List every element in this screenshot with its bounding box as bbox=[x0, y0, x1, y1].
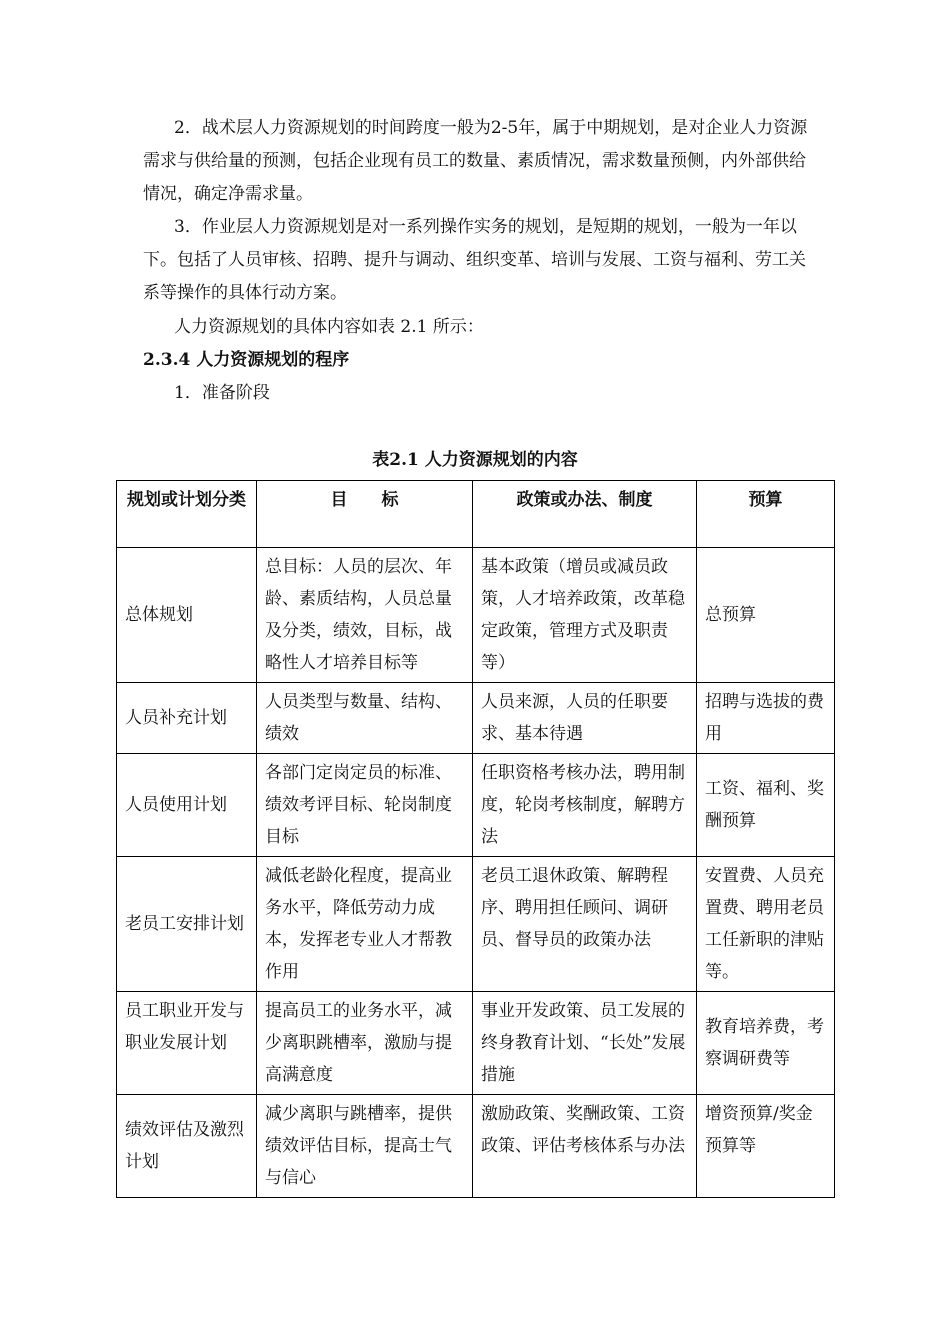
cell-policy: 人员来源，人员的任职要求、基本待遇 bbox=[473, 683, 697, 754]
table-row bbox=[117, 1095, 835, 1198]
paragraph-tactical-planning: 2．战术层人力资源规划的时间跨度一般为2-5年，属于中期规划，是对企业人力资源需求与供给量的预测，包括企业现有员工的数量、素质情况，需求数量预侧，内外部供给情况，确定净需求量。 bbox=[143, 118, 808, 204]
cell-budget: 增资预算/奖金预算等 bbox=[697, 1095, 835, 1198]
table-row bbox=[117, 548, 835, 683]
cell-goal: 提高员工的业务水平，减少离职跳槽率，激励与提高满意度 bbox=[257, 992, 473, 1095]
paragraph-step-one: 1．准备阶段 bbox=[174, 383, 270, 403]
cell-category: 员工职业开发与职业发展计划 bbox=[117, 992, 257, 1095]
header-policy: 政策或办法、制度 bbox=[473, 481, 697, 548]
table-row bbox=[117, 754, 835, 857]
planning-content-table bbox=[116, 480, 835, 1198]
cell-budget: 总预算 bbox=[697, 548, 835, 683]
cell-budget: 教育培养费，考察调研费等 bbox=[697, 992, 835, 1095]
cell-goal: 人员类型与数量、结构、绩效 bbox=[257, 683, 473, 754]
cell-budget: 招聘与选拔的费用 bbox=[697, 683, 835, 754]
table-row bbox=[117, 857, 835, 992]
cell-budget: 工资、福利、奖酬预算 bbox=[697, 754, 835, 857]
table-row bbox=[117, 992, 835, 1095]
paragraph-operational-planning: 3．作业层人力资源规划是对一系列操作实务的规划，是短期的规划，一般为一年以下。包括了人员审核、招聘、提升与调动、组织变革、培训与发展、工资与福利、劳工关系等操作的具体行动方案。 bbox=[143, 217, 806, 303]
cell-category: 人员补充计划 bbox=[117, 683, 257, 754]
header-budget: 预算 bbox=[697, 481, 835, 548]
cell-policy: 老员工退休政策、解聘程序、聘用担任顾问、调研员、督导员的政策办法 bbox=[473, 857, 697, 992]
cell-category: 人员使用计划 bbox=[117, 754, 257, 857]
cell-category: 总体规划 bbox=[117, 548, 257, 683]
table-header-row bbox=[117, 481, 835, 548]
cell-category: 老员工安排计划 bbox=[117, 857, 257, 992]
cell-goal: 各部门定岗定员的标准、绩效考评目标、轮岗制度目标 bbox=[257, 754, 473, 857]
cell-policy: 事业开发政策、员工发展的终身教育计划、“长处”发展措施 bbox=[473, 992, 697, 1095]
cell-policy: 激励政策、奖酬政策、工资政策、评估考核体系与办法 bbox=[473, 1095, 697, 1198]
cell-goal: 减低老龄化程度，提高业务水平，降低劳动力成本，发挥老专业人才帮教作用 bbox=[257, 857, 473, 992]
section-heading: 2.3.4 人力资源规划的程序 bbox=[143, 350, 350, 370]
table-row bbox=[117, 683, 835, 754]
cell-policy: 基本政策（增员或减员政策，人才培养政策，改革稳定政策，管理方式及职责等） bbox=[473, 548, 697, 683]
paragraph-table-intro: 人力资源规划的具体内容如表 2.1 所示： bbox=[174, 317, 484, 337]
cell-category: 绩效评估及激烈计划 bbox=[117, 1095, 257, 1198]
table-caption: 表2.1 人力资源规划的内容 bbox=[372, 450, 578, 470]
header-goal: 目 标 bbox=[257, 481, 473, 548]
cell-policy: 任职资格考核办法，聘用制度，轮岗考核制度，解聘方法 bbox=[473, 754, 697, 857]
cell-goal: 总目标：人员的层次、年龄、素质结构，人员总量及分类，绩效，目标，战略性人才培养目标等 bbox=[257, 548, 473, 683]
cell-goal: 减少离职与跳槽率，提供绩效评估目标，提高士气与信心 bbox=[257, 1095, 473, 1198]
cell-budget: 安置费、人员充置费、聘用老员工任新职的津贴等。 bbox=[697, 857, 835, 992]
header-category: 规划或计划分类 bbox=[117, 481, 257, 548]
